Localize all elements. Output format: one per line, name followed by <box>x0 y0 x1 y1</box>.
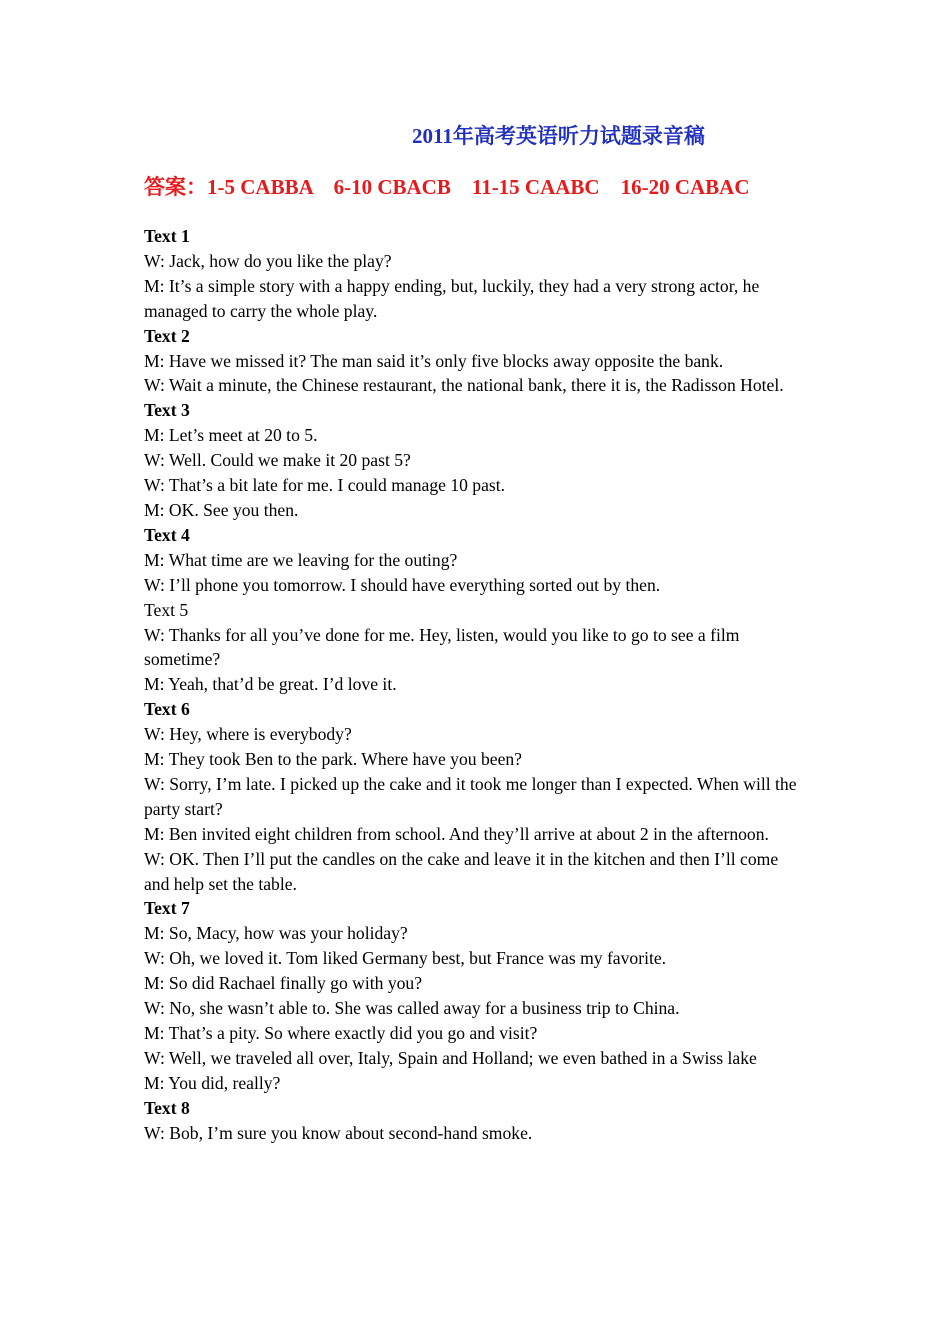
dialogue-line: M: Ben invited eight children from school. And they’ll arrive at about 2 in the afternoon. <box>144 823 769 844</box>
dialogue-line: M: Yeah, that’d be great. I’d love it. <box>144 674 397 695</box>
dialogue-line: W: I’ll phone you tomorrow. I should have everything sorted out by then. <box>144 574 661 595</box>
dialogue-line: W: Oh, we loved it. Tom liked Germany best, but France was my favorite. <box>144 948 667 969</box>
answer-key: 答案：1-5 CABBA 6-10 CBACB 11-15 CAABC 16-20 CABAC <box>144 175 750 199</box>
dialogue-line: W: Wait a minute, the Chinese restaurant, the national bank, there it is, the Radisson Hotel. <box>144 375 784 396</box>
dialogue-line: M: So, Macy, how was your holiday? <box>144 923 408 944</box>
section-heading: Text 8 <box>144 1097 190 1118</box>
section-heading: Text 1 <box>144 226 190 246</box>
dialogue-line: W: Jack, how do you like the play? <box>144 250 392 271</box>
dialogue-line: W: Hey, where is everybody? <box>144 724 352 745</box>
dialogue-line: W: Bob, I’m sure you know about second-hand smoke. <box>144 1122 533 1143</box>
dialogue-line: M: You did, really? <box>144 1072 281 1093</box>
section-heading: Text 2 <box>144 325 190 346</box>
section-heading: Text 7 <box>144 898 190 919</box>
dialogue-line: M: Have we missed it? The man said it’s only five blocks away opposite the bank. <box>144 350 724 371</box>
document-title: 2011年高考英语听力试题录音稿 <box>412 124 705 148</box>
dialogue-line: M: It’s a simple story with a happy ending, but, luckily, they had a very strong actor, he managed to carry the whole play. <box>144 275 760 321</box>
dialogue-line: W: Well, we traveled all over, Italy, Spain and Holland; we even bathed in a Swiss lake <box>144 1047 757 1068</box>
section-heading: Text 3 <box>144 400 190 421</box>
section-heading: Text 5 <box>144 599 189 620</box>
dialogue-line: M: They took Ben to the park. Where have you been? <box>144 749 522 770</box>
dialogue-line: M: So did Rachael finally go with you? <box>144 973 423 994</box>
transcript-body <box>144 224 800 1146</box>
section-heading: Text 6 <box>144 699 190 720</box>
dialogue-line: M: That’s a pity. So where exactly did you go and visit? <box>144 1023 538 1043</box>
dialogue-line: W: Well. Could we make it 20 past 5? <box>144 450 411 471</box>
dialogue-line: W: Thanks for all you’ve done for me. Hey, listen, would you like to go to see a film sometime? <box>144 624 740 670</box>
dialogue-line: M: OK. See you then. <box>144 499 299 520</box>
dialogue-line: M: Let’s meet at 20 to 5. <box>144 425 318 446</box>
dialogue-line: W: Sorry, I’m late. I picked up the cake and it took me longer than I expected. When will the party start? <box>144 773 797 819</box>
dialogue-line: M: What time are we leaving for the outing? <box>144 549 458 570</box>
dialogue-line: W: That’s a bit late for me. I could manage 10 past. <box>144 475 506 496</box>
section-heading: Text 4 <box>144 524 190 545</box>
dialogue-line: W: No, she wasn’t able to. She was called away for a business trip to China. <box>144 998 680 1019</box>
dialogue-line: W: OK. Then I’ll put the candles on the cake and leave it in the kitchen and then I’ll come and help set the table. <box>144 848 779 894</box>
